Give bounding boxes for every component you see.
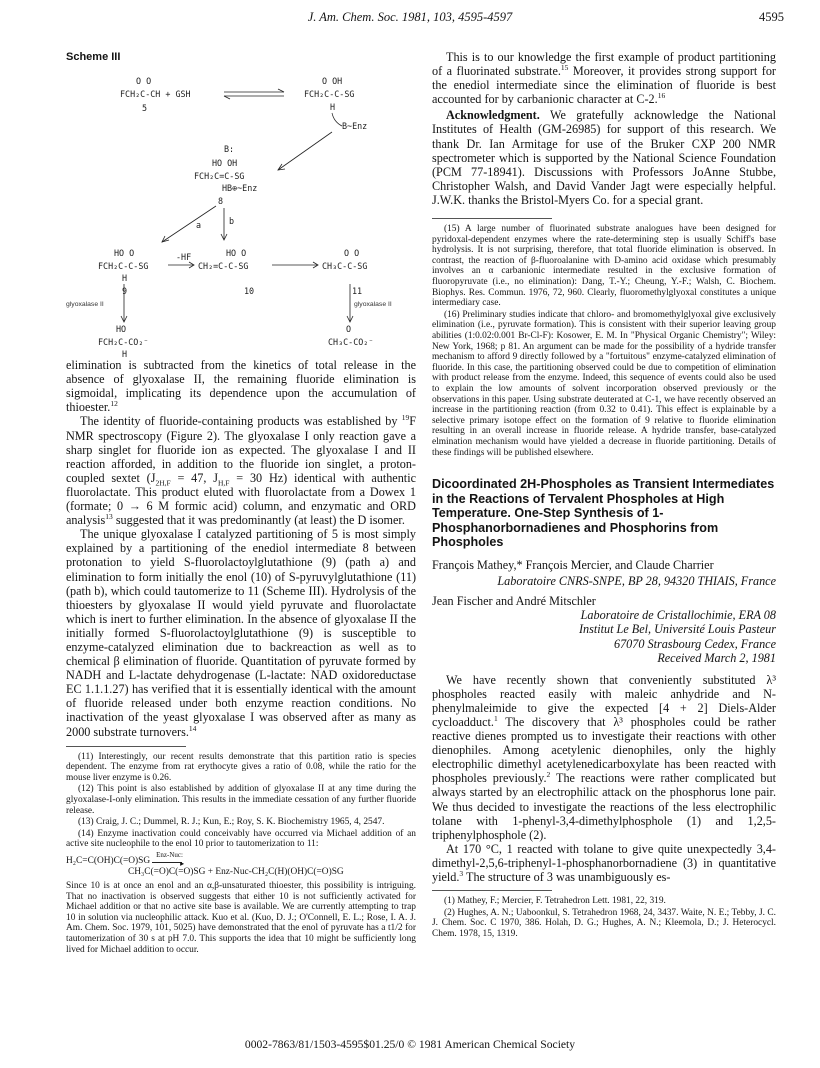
path-a-label: a (196, 220, 202, 231)
pyruvate-top: O (346, 324, 352, 335)
arrowhead (224, 96, 230, 99)
copyright-footer: 0002-7863/81/1503-4595$01.25/0 © 1981 American Chemical Society (244, 1038, 576, 1051)
compound-8-hb: HB⊕~Enz (222, 183, 258, 194)
footnote-14-continued: Since 10 is at once an enol and an α,β-unsaturated thioester, this possibility is intriguing. That no inactivation is observed suggests that either 10 is not sufficiently activated for Michael addition or that no active site base is available. We are currently attempting to trap 10 in solution via nucleophilic attack. Kuo et al. (Kuo, D. J.; O'Connell, E. L.; Rose, I. A. J. Am. Chem. Soc. 1979, 101, 5025) have demonstrated that the enol of pyruvate has a t1/2 for tautomerization of 30 s at pH 7.0. This supports the idea that 10 might be sufficiently long lived for Michael addition to occur. (66, 880, 416, 955)
compound-5-oxygens: O O (136, 76, 152, 87)
footnote-14: (14) Enzyme inactivation could conceivably have occurred via Michael addition of an active site nucleophile to the enol 10 prior to tautomerization to 11: (66, 828, 416, 850)
pyruvate-formula: CH₃C-CO₂⁻ (328, 337, 374, 348)
received-date: Received March 2, 1981 (657, 650, 776, 665)
arrow-to-8 (278, 132, 332, 170)
left-paragraph-1: elimination is subtracted from the kinetics of total release in the absence of glyoxalase II, the remaining fluoride elimination is sigmoidal, implicating its dependence upon the accumulation of thioester.$^{12}$ (66, 358, 416, 415)
enzyme-base: B: (224, 144, 235, 155)
affiliation-1: Laboratoire CNRS-SNPE, BP 28, 94320 THIAIS, France (497, 574, 776, 589)
hemithioacetal-h: H (330, 102, 336, 113)
page-number: 4595 (759, 10, 784, 24)
article-footnotes (432, 896, 776, 939)
fluorolactate-h: H (122, 349, 128, 359)
path-a-arrow (162, 206, 216, 242)
article-paragraph-2: At 170 °C, 1 reacted with tolane to give quite unexpectedly 3,4-dimethyl-2,5,6-triphenyl-1-phosphanorbornadiene (3) in quantitative yield.$^3$ The structure of 3 was unambiguously es- (432, 841, 776, 885)
equation-arrow-label: Enz-Nuc: (156, 850, 183, 859)
compound-8-formula: FCH₂C=C-SG (194, 171, 245, 182)
running-header (0, 10, 820, 28)
fluorolactate-formula: FCH₂C-CO₂⁻ (98, 337, 149, 348)
equation-arrow: Enz-Nuc: ▸ (152, 853, 186, 867)
compound-10-formula: CH₂=C-C-SG (198, 261, 249, 272)
left-footnotes (66, 752, 416, 956)
acknowledgment-heading: Acknowledgment. (446, 108, 540, 123)
compound-5-formula: FCH₂C-CH + GSH (120, 89, 191, 100)
left-paragraph-2: The identity of fluoride-containing products was established by $^{19}$F NMR spectroscopy (Figure 2). The glyoxalase I only reaction gave a sharp singlet for fluoride ion as expected. The glyoxalase I and II reaction afforded, in addition to the fluoride ion singlet, a proton-coupled sextet ($J_{2H,F} = 47$, $J_{H,F} = 30$ Hz) identical with authentic fluorolactate. This product eluted with fluorolactate from a Dowex 1 (formate; 0 → 6 M formic acid) column, and enzymatic and ORD analysis$^{13}$ suggested that it was predominantly (at least) the D isomer. (66, 413, 416, 528)
compound-9-formula: FCH₂C-C-SG (98, 261, 149, 272)
enzyme-label: B~Enz (342, 121, 368, 132)
right-footnotes (432, 224, 776, 458)
footnote-16: (16) Preliminary studies indicate that chloro- and bromomethylglyoxal give exclusively elimination (i.e., pyruvate formation). This is consistent with their superior leaving group abilities (1:0.02:0.001 Br-Cl-F): Kosower, E. M. In "Physical Organic Chemistry"; Wiley: New York, 1968; p 81. An argument can be made for the possibility of a hydride transfer mechanism to afford 9 directly followed by a "fortuitous" enzyme-catalyzed elimination of fluoride. In this case, the partitioning observed could be due to competition of elimination with product release from the enzyme. Indeed, this sequence of events could also be used to explain the low amounts of solvent incorporation observed previously or the observations in this paper. Using substrate deuterated at C-1, we have recently observed an increase in the partitioning reaction (from 0.32 to 0.41). This effect is explainable by a selective primary isotope effect on the formation of 9 relative to fluoride elimination resulting in an overall increase in fluoride release. A hydride transfer, base-catalyzed elmination mechanism would have yielded a decrease in fluoride partitioning. Details of these findings will be published elsewhere. (432, 309, 776, 458)
right-paragraph-1: This is to our knowledge the first example of product partitioning of a fluorinated substrate.$^{15}$ Moreover, it provides strong support for the enediol intermediate since the elimination of fluoride is best accounted for by carbanionic character at C-2.16 (432, 50, 776, 107)
left-column (66, 50, 416, 956)
arrowhead (278, 89, 284, 92)
fluorolactate-top: HO (116, 324, 127, 335)
affiliation-2-line-2: Institut Le Bel, Université Louis Pasteur (578, 622, 776, 637)
compound-8-number: 8 (218, 196, 224, 207)
compound-9-top: HO O (114, 248, 135, 259)
hf-elimination-label: -HF (176, 252, 192, 263)
footnote-rule-article (432, 890, 552, 891)
hemithioacetal-formula: FCH₂C-C-SG (304, 89, 355, 100)
hemithioacetal-top: O OH (322, 76, 343, 87)
article-footnote-1: (1) Mathey, F.; Mercier, F. Tetrahedron Lett. 1981, 22, 319. (444, 896, 666, 907)
scheme-drawing (66, 66, 416, 358)
footnote-rule (66, 746, 186, 747)
compound-11-top: O O (344, 248, 360, 259)
footnote-11: (11) Interestingly, our recent results demonstrate that this partition ratio is species dependent. The enzyme from rat erythocyte gives a ratio of 0.08, while the ratio for the mouse liver enzyme is 0.26. (66, 751, 416, 783)
reaction-scheme (66, 66, 416, 358)
affiliation-2-line-3: 67070 Strasbourg Cedex, France (613, 636, 776, 651)
compound-11-formula: CH₃C-C-SG (322, 261, 368, 272)
footnote-15: (15) A large number of fluorinated substrate analogues have been designed for pyridoxal-dependent enzymes where the rate-determining step is usually Schiff's base hydrolysis. It is not surprising, therefore, that total fluoride elimination is observed. In contrast, the reaction of β-fluoroalanine with D-amino acid oxidase which presumably involves an α carbanionic intermediate resulted in the exclusive formation of fluoropyruvate (i.e., no elimination): Dang, T.-Y.; Cheung, Y.-F.; Walsh, C. Biochem. Biophys. Res. Commun. 1976, 72, 960. Clearly, fluoromethylglyoxal constitutes a unique intermediary case. (432, 224, 776, 309)
article-footnote-2: (2) Hughes, A. N.; Uaboonkul, S. Tetrahedron 1968, 24, 3437. Waite, N. E.; Tebby, J. C. J. Chem. Soc. C 1970, 386. Holah, D. G.; Hughes, A. N.; Kleemola, D.; J. Heterocycl. Chem. 1978, 15, 1319. (432, 907, 776, 939)
affiliation-2-line-1: Laboratoire de Cristallochimie, ERA 08 (580, 608, 776, 623)
article-title: Dicoordinated 2H-Phospholes as Transient Intermediates in the Reactions of Tervalent Phospholes at High Temperature. One-Step Synthesis of 1-Phosphanorbornadienes and Phosphorins from Phospholes (432, 477, 775, 550)
compound-9-number: 9 (122, 286, 128, 297)
compound-11-number: 11 (352, 286, 363, 297)
path-b-label: b (229, 216, 235, 227)
compound-10-top: HO O (226, 248, 247, 259)
journal-citation: J. Am. Chem. Soc. 1981, 103, 4595-4597 (307, 10, 513, 24)
authors-group-1: François Mathey,* François Mercier, and Claude Charrier (432, 558, 714, 573)
curved-arrow (332, 113, 342, 126)
glyoxalase-label-left: glyoxalase II (66, 301, 104, 309)
left-paragraph-3: The unique glyoxalase I catalyzed partitioning of 5 is most simply explained by a partitioning of the enediol intermediate 8 between protonation to yield S-fluorolactoylglutathione (9) (path a) and elimination to form initially the enol (10) of S-pyruvylglutathione (11) (path b), which could tautomerize to 11 (Scheme III). Hydrolysis of the thioesters by glyoxalase II would yield pyruvate and fluorolactate which is inert to further elimination. In the absence of glyoxalase II the initially formed S-fluorolactoylglutathione (9) is susceptible to enzyme-catalyzed elimination due to backreaction as well as to chemical β elimination of fluoride. Quantitation of pyruvate formed by NADH and L-lactate dehydrogenase (L-lactate: NAD oxidoreductase EC 1.1.1.27) has verified that it is essentially identical with the amount of fluoride released under both enzyme reaction conditions. No inactivation of the yeast glyoxalase I was observed after as many as 2000 substrate turnovers.$^{14}$ (66, 527, 416, 739)
compound-9-h: H (122, 273, 128, 284)
article-paragraph-1: We have recently shown that conveniently substituted λ³ phospholes reacted easily with maleic anhydride and N-phenylmaleimide to give the expected [4 + 2] Diels-Alder cycloadduct.$^1$ The discovery that λ³ phospholes could be rather reactive dienes prompted us to investigate their reactions with other dienophiles. Among acetylenic dienophiles, only the highly electrophilic dimethyl acetylenedicarboxylate has been reacted with phospholes previously.$^2$ The reactions were rather complicated but always started by an electrophilic attack on the phosphorus lone pair. We thus decided to investigate the reactions of the less electrophilic tolane with 1-phenyl-3,4-dimethylphosphole (1) and 1,2,5-triphenylphosphole (2). (432, 672, 776, 842)
arrowhead (278, 164, 285, 170)
equation-reactant: H₂C=C(OH)C(=O)SG (66, 855, 151, 866)
glyoxalase-label-right: glyoxalase II (354, 301, 392, 309)
authors-group-2: Jean Fischer and André Mitschler (432, 594, 596, 609)
acknowledgment: Acknowledgment. We gratefully acknowledge the National Institutes of Health (GM-26985) for support of this research. We thank Dr. Ian Armitage for use of the Bruker CXP 200 NMR spectrometer which is supported by the National Science Foundation (PCM 77-18941). Discussions with Professors JoAnne Stubbe, Christopher Walsh, and David Vander Jagt were especially helpful. J.W.K. thanks the Bristol-Myers Co. for a special grant. (432, 108, 776, 207)
footnote-13: (13) Craig, J. C.; Dummel, R. J.; Kun, E.; Roy, S. K. Biochemistry 1965, 4, 2547. (78, 817, 385, 828)
footnote-12: (12) This point is also established by addition of glyoxalase II at any time during the glyoxalase-I-only elimination. This results in the immediate cessation of any further fluoride release. (66, 784, 416, 816)
right-column (432, 50, 776, 941)
compound-8-top: HO OH (212, 158, 238, 169)
scheme-label: Scheme III (66, 51, 121, 63)
compound-5-number: 5 (142, 103, 148, 114)
footnote-rule-right (432, 218, 552, 219)
michael-addition-equation (66, 850, 416, 878)
compound-10-number: 10 (244, 286, 255, 297)
equation-products: CH₃C(=O)C(=O)SG + Enz-Nuc-CH₂C(H)(OH)C(=O)SG (128, 866, 344, 877)
